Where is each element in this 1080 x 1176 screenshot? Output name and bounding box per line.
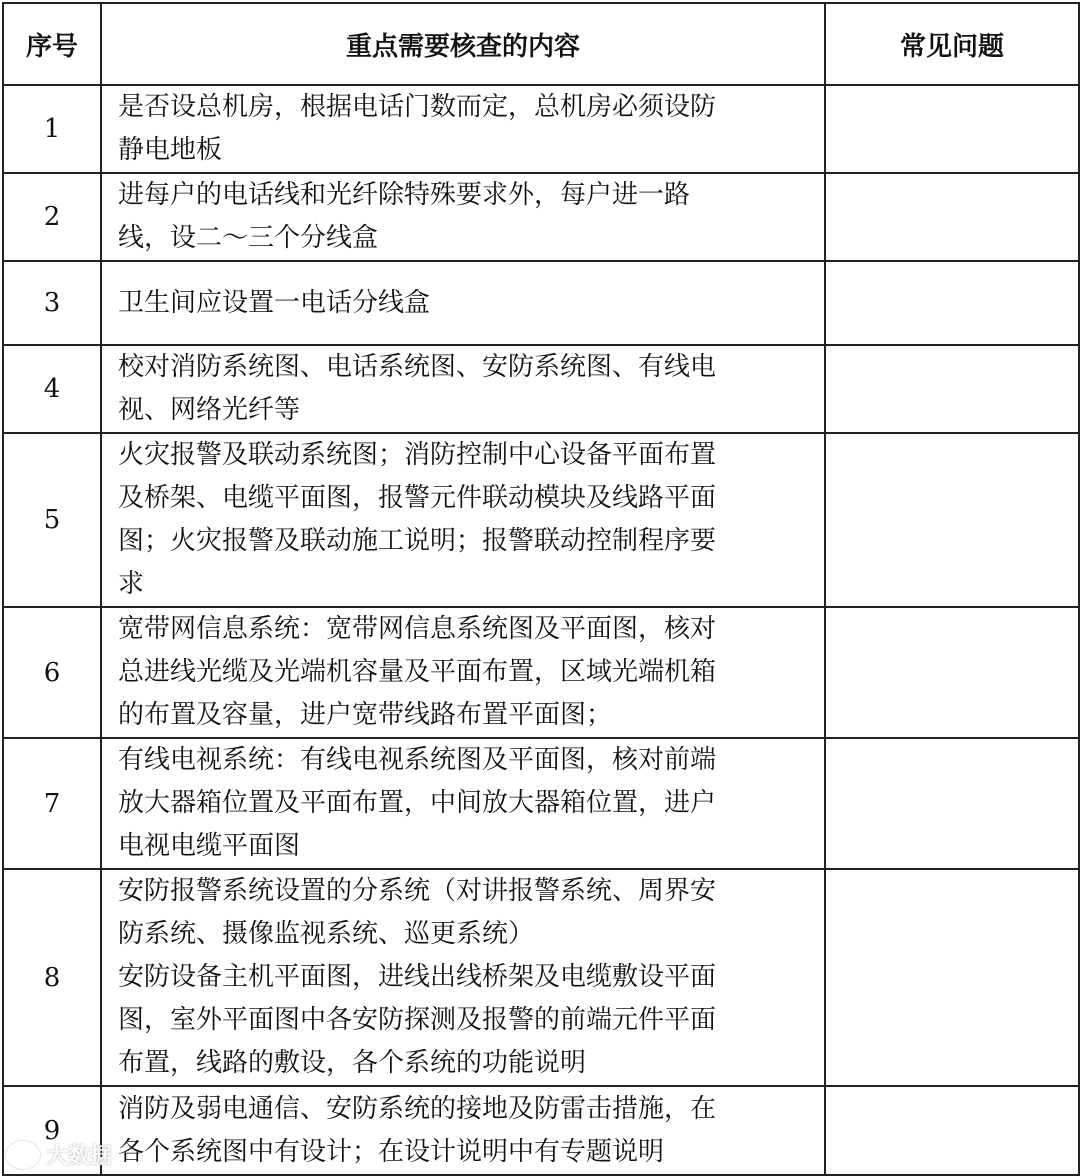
table-row — [3, 869, 1079, 1086]
row-issue-cell — [825, 173, 1079, 261]
row-issue-cell — [825, 738, 1079, 869]
header-row — [3, 3, 1079, 85]
content-line: 消防及弱电通信、安防系统的接地及防雷击措施，在 — [118, 1093, 717, 1124]
row-number: 3 — [3, 261, 101, 345]
table-row — [3, 85, 1079, 173]
row-number: 9 — [3, 1086, 101, 1175]
content-line: 火灾报警及联动系统图；消防控制中心设备平面布置 — [118, 440, 717, 470]
row-issue-cell — [825, 607, 1079, 738]
header-issues: 常见问题 — [825, 3, 1079, 85]
content-line: 进每户的电话线和光纤除特殊要求外，每户进一路 — [118, 180, 691, 210]
table-row — [3, 173, 1079, 261]
row-content — [101, 85, 825, 173]
content-line: 有线电视系统：有线电视系统图及平面图，核对前端 — [118, 745, 717, 775]
watermark — [6, 1139, 112, 1170]
table-row — [3, 345, 1079, 433]
content-line: 线，设二～三个分线盒 — [118, 223, 379, 253]
table-row — [3, 261, 1079, 345]
content-line: 卫生间应设置一电话分线盒 — [118, 287, 431, 318]
content-line: 静电地板 — [118, 135, 223, 165]
row-content — [101, 173, 825, 261]
row-issue-cell — [825, 261, 1079, 345]
row-content — [101, 261, 825, 345]
review-checklist-table — [2, 2, 1080, 1176]
row-number: 7 — [3, 738, 101, 869]
row-content — [101, 345, 825, 433]
table-body — [3, 85, 1079, 1175]
row-content — [101, 738, 825, 869]
header-content: 重点需要核查的内容 — [101, 3, 825, 85]
table-row — [3, 1086, 1079, 1175]
content-line: 防系统、摄像监视系统、巡更系统） — [118, 919, 535, 949]
content-line: 放大器箱位置及平面布置，中间放大器箱位置，进户 — [118, 788, 717, 818]
content-line: 宽带网信息系统：宽带网信息系统图及平面图，核对 — [118, 614, 717, 644]
row-content — [101, 1086, 825, 1175]
content-line: 校对消防系统图、电话系统图、安防系统图、有线电 — [118, 352, 717, 382]
row-issue-cell — [825, 869, 1079, 1086]
content-line: 总进线光缆及光端机容量及平面布置，区域光端机箱 — [118, 657, 717, 687]
watermark-text: 大数据 — [46, 1144, 113, 1169]
row-issue-cell — [825, 433, 1079, 607]
row-number: 1 — [3, 85, 101, 173]
row-number: 6 — [3, 607, 101, 738]
content-line: 图，室外平面图中各安防探测及报警的前端元件平面 — [118, 1005, 717, 1035]
content-line: 各个系统图中有设计；在设计说明中有专题说明 — [118, 1136, 665, 1167]
row-content — [101, 433, 825, 607]
content-line: 是否设总机房，根据电话门数而定，总机房必须设防 — [118, 92, 717, 122]
content-line: 图；火灾报警及联动施工说明；报警联动控制程序要 — [118, 526, 717, 556]
content-line: 布置，线路的敷设，各个系统的功能说明 — [118, 1048, 587, 1078]
row-issue-cell — [825, 1086, 1079, 1175]
table-row — [3, 433, 1079, 607]
row-number: 8 — [3, 869, 101, 1086]
content-line: 电视电缆平面图 — [118, 831, 301, 861]
content-line: 的布置及容量，进户宽带线路布置平面图； — [118, 700, 613, 730]
content-line: 安防设备主机平面图，进线出线桥架及电缆敷设平面 — [118, 962, 717, 992]
table-row — [3, 607, 1079, 738]
row-number: 5 — [3, 433, 101, 607]
header-number: 序号 — [3, 3, 101, 85]
row-content — [101, 869, 825, 1086]
row-issue-cell — [825, 85, 1079, 173]
table-row — [3, 738, 1079, 869]
row-content — [101, 607, 825, 738]
content-line: 安防报警系统设置的分系统（对讲报警系统、周界安 — [118, 876, 717, 906]
row-issue-cell — [825, 345, 1079, 433]
content-line: 求 — [118, 569, 145, 599]
row-number: 2 — [3, 173, 101, 261]
row-number: 4 — [3, 345, 101, 433]
watermark-logo-icon — [6, 1141, 40, 1169]
content-line: 及桥架、电缆平面图，报警元件联动模块及线路平面 — [118, 483, 717, 513]
content-line: 视、网络光纤等 — [118, 395, 301, 425]
